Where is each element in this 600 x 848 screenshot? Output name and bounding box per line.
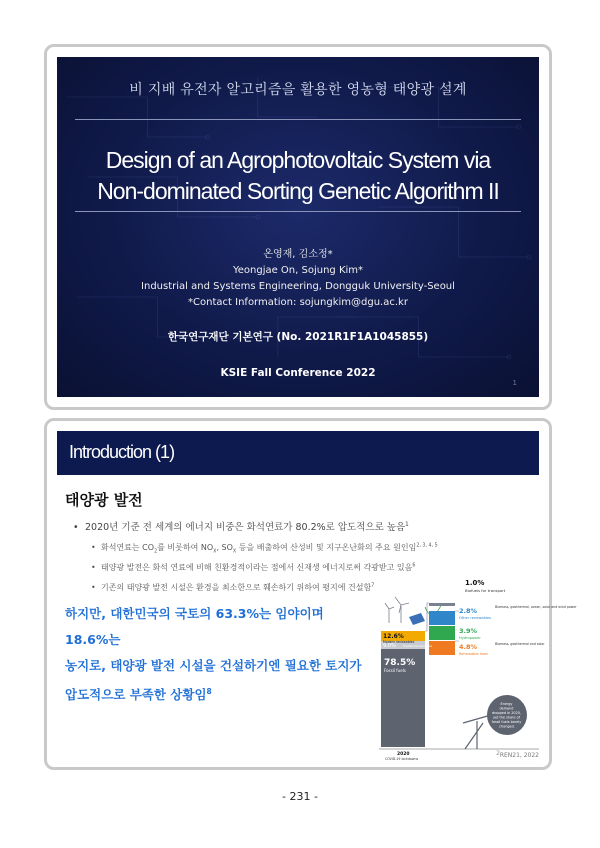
label-trad-pct: 9.0% [383,643,396,649]
subbullet-text: 화석연료는 CO [101,543,155,552]
authors-english: Yeongjae On, Sojung Kim* [232,265,364,276]
label-modern-pct: 12.6% [383,633,404,640]
english-title [57,145,539,207]
bubble-line: fossil fuels barely [491,720,522,724]
slide-header-title: Introduction (1) [69,442,175,462]
highlight-line: 하지만, 대한민국의 국토의 63.3%는 임야이며 18.6%는 [65,606,324,647]
bullet-dot: • [91,583,96,592]
subscript: 2 [154,549,158,555]
label-fossil: Fossil fuels [384,668,406,673]
english-title-line1: Design of an Agrophotovoltaic System via [105,147,491,173]
title-slide [44,44,552,410]
bar-renewable-heat [429,641,455,655]
subbullet-text: 를 비롯하여 NO [157,543,214,552]
korean-title: 비 지배 유전자 알고리즘을 활용한 영농형 태양광 설계 [129,82,467,98]
subbullet-text: , SO [216,543,233,552]
conference-name: KSIE Fall Conference 2022 [220,367,376,379]
reference: 1 [405,521,409,528]
subbullet-text: 등을 배출하여 산성비 및 지구온난화의 주요 원인임 [236,543,417,552]
reference: 8 [206,687,212,696]
reference: 6 [412,563,416,569]
subbullet-flat-land [91,582,374,593]
bubble-line: dropped in 2020, [491,711,521,715]
label-biofuels: Biofuels for transport [465,588,506,593]
label-other-desc: Biomass, geothermal, ocean, solar and wind power [495,605,577,609]
bubble-line: changed. [499,724,515,729]
author-block [57,247,539,311]
divider-top [75,119,521,120]
bubble-line: yet the share of [493,715,520,720]
introduction-slide [44,418,577,770]
circuit-pattern [57,57,539,397]
source-citation: REN21, 2022 [499,752,539,759]
label-heat: Renewable heat [459,652,488,656]
highlight-line: 압도적으로 부족한 상황임 [65,687,207,703]
subscript: X [213,549,217,555]
title-slide-background [57,57,539,397]
grant-info: 한국연구재단 기본연구 (No. 2021R1F1A1045855) [167,331,429,343]
slide-header [57,431,539,475]
label-trad: Traditional biomass [403,644,433,648]
oil-pumpjack-icon [463,715,491,749]
bullet-energy-share [73,519,409,533]
bar-other-renewables [429,611,455,625]
reference: 7 [371,583,375,589]
divider-bottom [75,211,521,212]
label-year: 2020 [397,752,410,757]
bubble-line: Energy [500,702,513,706]
slide-number: 1 [512,379,517,387]
slide-number: 2 [496,749,501,757]
label-hydro: Hydropower [459,636,481,640]
bullet-dot: • [91,563,96,572]
english-title-line2: Non-dominated Sorting Genetic Algorithm II [97,178,499,204]
bullet-dot: • [73,522,79,533]
subbullet-fossil-emissions [91,542,438,555]
label-heat-desc: Biomass, geothermal and solar [495,642,545,646]
wind-turbine-icon [385,597,409,623]
reference: 2, 3, 4, 5 [416,543,438,549]
label-hydro-pct: 3.9% [459,627,478,635]
affiliation: Industrial and Systems Engineering, Dongguk University-Seoul [141,281,455,292]
label-other: Other renewables [459,616,491,620]
bar-biofuels [429,603,455,606]
label-other-pct: 2.8% [459,607,478,615]
label-heat-pct: 4.8% [459,643,478,651]
highlight-line: 농지로, 태양광 발전 시설을 건설하기엔 필요한 토지가 [65,658,362,673]
subbullet-text: 기존의 태양광 발전 시설은 환경을 최소한으로 훼손하기 위하여 평지에 건설함 [101,583,372,592]
label-biofuels-pct: 1.0% [465,579,485,587]
energy-share-graphic [379,573,577,761]
subbullet-text: 태양광 발전은 화석 연료에 비해 친환경적이라는 점에서 신재생 에너지로써 각광받고 있음 [101,563,413,572]
subscript: X [232,549,237,555]
bubble-line: demand [499,706,514,711]
authors-korean: 온영재, 김소정* [263,249,333,260]
bullet-dot: • [91,543,96,552]
connector [425,603,429,631]
bullet-text: 2020년 기준 전 세계의 에너지 비중은 화석연료가 80.2%로 압도적으로 높음 [85,522,406,533]
solar-panel-icon [409,613,425,625]
energy-share-infographic [379,573,577,761]
highlight-statement [65,601,365,708]
section-heading: 태양광 발전 [65,491,143,509]
label-year-sub: COVID-19 lockdowns [385,757,419,761]
page-number: - 231 - [282,790,318,803]
contact-info: *Contact Information: sojungkim@dgu.ac.kr [188,297,408,308]
subbullet-solar-eco [91,562,415,573]
bar-hydropower [429,626,455,640]
label-fossil-pct: 78.5% [384,658,416,668]
label-modern: Modern renewables [383,640,415,644]
